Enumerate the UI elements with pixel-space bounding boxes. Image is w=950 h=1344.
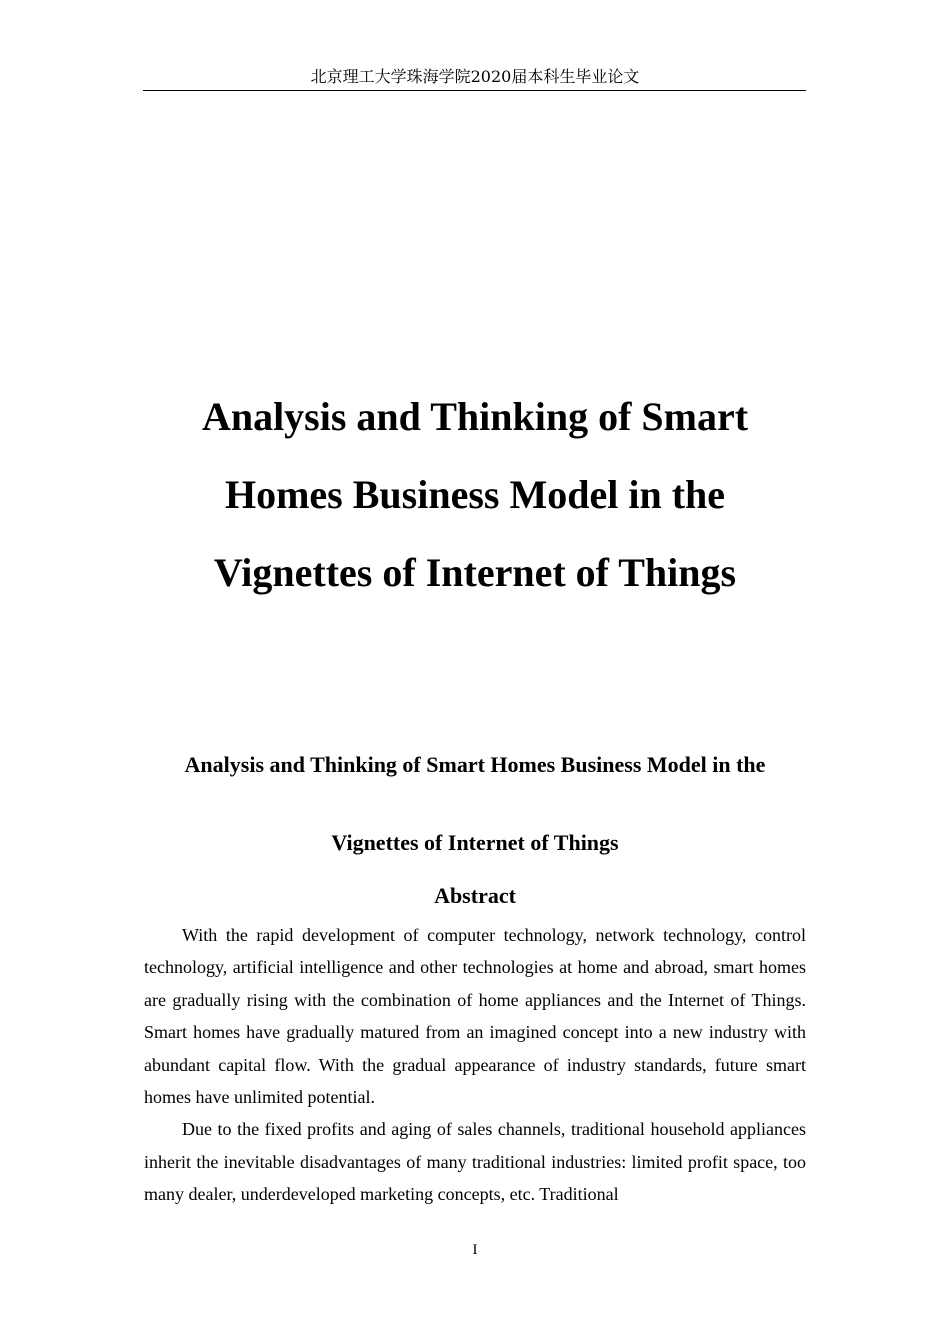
- thesis-title: [144, 378, 806, 612]
- header-rule: [143, 90, 806, 91]
- running-header: 北京理工大学珠海学院2020届本科生毕业论文: [310, 67, 640, 86]
- abstract-heading: Abstract: [434, 883, 516, 908]
- abstract-body: [144, 919, 806, 1211]
- abstract-title-line: Vignettes of Internet of Things: [331, 830, 619, 855]
- abstract-title: [144, 747, 806, 861]
- abstract-paragraph: With the rapid development of computer technology, network technology, control technology, artificial intelligence and other technologies at home and abroad, smart homes are gradually rising with the combination of home appliances and the Internet of Things. Smart homes have gradually matured from an imagined concept into a new industry with abundant capital flow. With the gradual appearance of industry standards, future smart homes have unlimited potential.: [144, 925, 806, 1108]
- thesis-title-line: Vignettes of Internet of Things: [213, 550, 737, 595]
- abstract-title-line: Analysis and Thinking of Smart Homes Business Model in the: [184, 752, 766, 777]
- thesis-title-line: Analysis and Thinking of Smart: [201, 394, 749, 439]
- thesis-title-line: Homes Business Model in the: [224, 472, 726, 517]
- page-number: I: [472, 1242, 478, 1258]
- abstract-paragraph: Due to the fixed profits and aging of sales channels, traditional household appliances inherit the inevitable disadvantages of many traditional industries: limited profit space, too many dealer, underdeveloped marketing concepts, etc. Traditional: [144, 1119, 806, 1205]
